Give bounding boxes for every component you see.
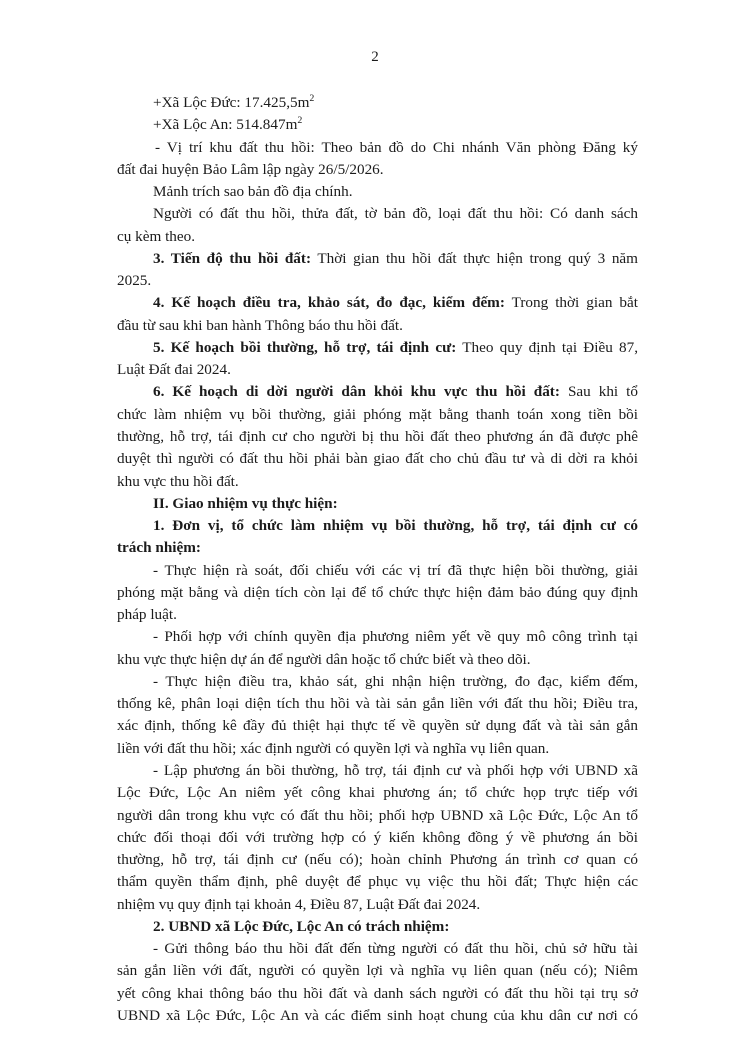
text-run: thẩm quyền thẩm định, phê duyệt để phục vụ việc thu hồi đất; Thực hiện các [117,873,638,891]
text-run: +Xã Lộc An: 514.847m [153,116,298,134]
text-line [117,894,638,916]
text-line [117,448,638,470]
text-run: Luật Đất đai 2024. [117,361,231,379]
text-line [117,626,638,648]
bold-text: II. Giao nhiệm vụ thực hiện: [153,494,338,512]
text-line [117,715,638,737]
text-line [117,849,638,871]
text-run: Người có đất thu hồi, thửa đất, tờ bản đồ, loại đất thu hồi: Có danh sách [153,205,638,223]
text-run: nhiệm vụ quy định tại khoản 4, Điều 87, Luật Đất đai 2024. [117,895,481,913]
text-run: Mảnh trích sao bản đồ địa chính. [153,183,353,201]
bold-text: 1. Đơn vị, tổ chức làm nhiệm vụ bồi thường, hỗ trợ, tái định cư có [153,517,638,535]
text-run: yết công khai thông báo thu hồi đất và danh sách người có đất thu hồi tại trụ sở [117,984,638,1002]
text-run: - Vị trí khu đất thu hồi: Theo bản đồ do Chi nhánh Văn phòng Đăng ký [155,138,638,156]
text-line [117,782,638,804]
text-run: 2025. [117,272,152,290]
text-line [117,92,638,114]
text-run: - Gửi thông báo thu hồi đất đến từng người có đất thu hồi, chủ sở hữu tài [153,940,638,958]
text-run: người dân trong khu vực có đất thu hồi; phối hợp UBND xã Lộc Đức, Lộc An tổ [117,806,638,824]
text-line [117,248,638,270]
text-line [117,515,638,537]
text-line [117,404,638,426]
bold-text: 5. Kế hoạch bồi thường, hỗ trợ, tái định cư: [153,338,457,356]
text-line [117,805,638,827]
text-line [117,760,638,782]
text-run: đầu từ sau khi ban hành Thông báo thu hồi đất. [117,316,403,334]
text-run: Sau khi tổ [559,383,638,401]
text-run: thống kê, phân loại diện tích thu hồi và tài sản gắn liền với đất thu hồi; Điều tra, [117,695,638,713]
text-line [117,827,638,849]
text-run: đất đai huyện Bảo Lâm lập ngày 26/5/2026. [117,160,384,178]
text-run: - Thực hiện rà soát, đối chiếu với các vị trí đã thực hiện bồi thường, giải [153,561,638,579]
text-line [117,159,638,181]
text-line [117,493,638,515]
text-run: - Lập phương án bồi thường, hỗ trợ, tái định cư và phối hợp với UBND xã [153,761,638,779]
bold-text: trách nhiệm: [117,539,201,557]
text-line [117,537,638,559]
text-line [117,738,638,760]
text-run: xác định, thống kê đầy đủ thiệt hại thực tế về quyền sử dụng đất và tài sản gắn [117,717,638,735]
superscript: 2 [297,115,303,127]
text-run: khu vực thu hồi đất. [117,472,239,490]
text-line [117,315,638,337]
bold-text: 6. Kế hoạch di dời người dân khỏi khu vực thu hồi đất: [153,383,560,401]
text-line [117,693,638,715]
text-run: duyệt thì người có đất thu hồi phải bàn giao đất cho chủ đầu tư và di dời ra khỏi [117,450,638,468]
text-line [117,381,638,403]
text-line [117,471,638,493]
text-line [117,938,638,960]
text-line [117,649,638,671]
text-line [117,1005,638,1027]
document-body [117,92,638,1027]
text-line [117,560,638,582]
text-run: Thời gian thu hồi đất thực hiện trong quý 3 năm [311,249,638,267]
superscript: 2 [309,92,315,104]
text-run: sản gắn liền với đất, người có quyền lợi và nghĩa vụ liên quan (nếu có); Niêm [117,962,638,980]
text-line [117,292,638,314]
text-run: thường, hỗ trợ, tái định cư cho người bị thu hồi đất theo phương án đã được phê [117,427,638,445]
bold-text: 3. Tiến độ thu hồi đất: [153,249,312,267]
text-line [117,337,638,359]
text-run: pháp luật. [117,606,177,624]
text-line [117,226,638,248]
text-line [117,426,638,448]
text-line [117,582,638,604]
bold-text: 2. UBND xã Lộc Đức, Lộc An có trách nhiệm: [153,917,450,935]
text-line [117,960,638,982]
text-run: - Phối hợp với chính quyền địa phương niêm yết về quy mô công trình tại [153,628,638,646]
text-run: Lộc Đức, Lộc An niêm yết công khai phương án; tổ chức họp trực tiếp với [117,784,638,802]
text-run: liền với đất thu hồi; xác định người có quyền lợi và nghĩa vụ liên quan. [117,739,550,757]
text-run: chức đối thoại đối với trường hợp có ý kiến không đồng ý về phương án bồi [117,828,638,846]
text-line [117,270,638,292]
text-run: phóng mặt bằng và diện tích còn lại để tổ chức thực hiện đảm bảo đúng quy định [117,583,638,601]
text-run: UBND xã Lộc Đức, Lộc An và các điểm sinh hoạt chung của khu dân cư nơi có [117,1006,638,1024]
text-run: cụ kèm theo. [117,227,196,245]
text-run: Theo quy định tại Điều 87, [456,338,639,356]
text-line [117,203,638,225]
text-line [117,137,638,159]
text-line [117,871,638,893]
text-run: - Thực hiện điều tra, khảo sát, ghi nhận hiện trường, đo đạc, kiểm đếm, [153,672,638,690]
page-number: 2 [371,49,379,65]
text-run: khu vực thực hiện dự án để người dân hoặc tổ chức biết và theo dõi. [117,650,531,668]
text-line [117,604,638,626]
text-line [117,916,638,938]
text-run: chức làm nhiệm vụ bồi thường, giải phóng mặt bằng thanh toán xong tiền bồi [117,405,638,423]
text-line [117,114,638,136]
bold-text: 4. Kế hoạch điều tra, khảo sát, đo đạc, kiểm đếm: [153,294,505,312]
text-line [117,181,638,203]
text-line [117,983,638,1005]
text-run: +Xã Lộc Đức: 17.425,5m [153,94,310,111]
text-run: thường, hỗ trợ, tái định cư (nếu có); hoàn chỉnh Phương án trình cơ quan có [117,851,638,869]
text-line [117,671,638,693]
text-line [117,359,638,381]
text-run: Trong thời gian bắt [504,294,638,312]
